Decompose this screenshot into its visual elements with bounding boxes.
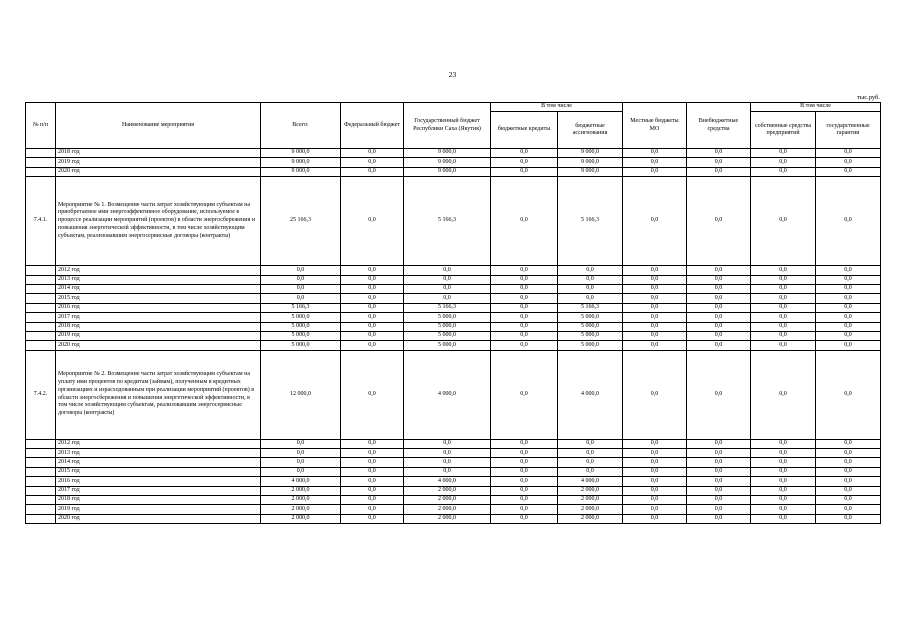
cell-federal: 0,0 xyxy=(341,294,404,303)
cell-local: 0,0 xyxy=(623,449,687,458)
cell-credits: 0,0 xyxy=(491,467,558,476)
cell-own: 0,0 xyxy=(751,177,816,266)
cell-guarantees: 0,0 xyxy=(816,477,881,486)
cell-credits: 0,0 xyxy=(491,284,558,293)
cell-allocations: 9 000,0 xyxy=(558,167,623,176)
cell-guarantees: 0,0 xyxy=(816,294,881,303)
cell-own: 0,0 xyxy=(751,167,816,176)
cell-allocations: 2 000,0 xyxy=(558,486,623,495)
cell-local: 0,0 xyxy=(623,275,687,284)
cell-total: 4 000,0 xyxy=(261,477,341,486)
cell-allocations: 0,0 xyxy=(558,294,623,303)
cell-allocations: 0,0 xyxy=(558,266,623,275)
header-allocations: бюджетные ассигнования xyxy=(558,112,623,149)
cell-total: 9 000,0 xyxy=(261,167,341,176)
cell-credits: 0,0 xyxy=(491,158,558,167)
cell-extra: 0,0 xyxy=(687,322,751,331)
cell-state: 0,0 xyxy=(404,467,491,476)
cell-total: 0,0 xyxy=(261,449,341,458)
cell-local: 0,0 xyxy=(623,467,687,476)
cell-code xyxy=(26,458,56,467)
cell-extra: 0,0 xyxy=(687,303,751,312)
cell-guarantees: 0,0 xyxy=(816,149,881,158)
cell-credits: 0,0 xyxy=(491,505,558,514)
cell-allocations: 0,0 xyxy=(558,467,623,476)
header-state: Государственный бюджет Республики Саха (Якутия) xyxy=(404,103,491,149)
cell-state: 2 000,0 xyxy=(404,496,491,505)
cell-extra: 0,0 xyxy=(687,496,751,505)
cell-state: 5 000,0 xyxy=(404,313,491,322)
cell-credits: 0,0 xyxy=(491,449,558,458)
header-extra: Внебюджетные средства xyxy=(687,103,751,149)
cell-state: 5 000,0 xyxy=(404,322,491,331)
cell-federal: 0,0 xyxy=(341,514,404,523)
table-row xyxy=(26,439,881,448)
cell-federal: 0,0 xyxy=(341,486,404,495)
cell-allocations: 5 000,0 xyxy=(558,322,623,331)
cell-code xyxy=(26,505,56,514)
cell-code xyxy=(26,477,56,486)
table-row xyxy=(26,486,881,495)
cell-state: 0,0 xyxy=(404,284,491,293)
cell-state: 0,0 xyxy=(404,439,491,448)
cell-code xyxy=(26,158,56,167)
cell-own: 0,0 xyxy=(751,266,816,275)
cell-code xyxy=(26,303,56,312)
table-row xyxy=(26,266,881,275)
table-row xyxy=(26,341,881,350)
cell-guarantees: 0,0 xyxy=(816,350,881,439)
cell-federal: 0,0 xyxy=(341,467,404,476)
cell-name: 2015 год xyxy=(56,294,261,303)
cell-guarantees: 0,0 xyxy=(816,514,881,523)
cell-total: 0,0 xyxy=(261,266,341,275)
cell-local: 0,0 xyxy=(623,158,687,167)
cell-credits: 0,0 xyxy=(491,167,558,176)
cell-allocations: 4 000,0 xyxy=(558,350,623,439)
header-guarantees: государственные гарантии xyxy=(816,112,881,149)
cell-total: 0,0 xyxy=(261,467,341,476)
cell-name: 2020 год xyxy=(56,514,261,523)
table-row xyxy=(26,322,881,331)
cell-code xyxy=(26,167,56,176)
cell-federal: 0,0 xyxy=(341,303,404,312)
cell-guarantees: 0,0 xyxy=(816,275,881,284)
table-row xyxy=(26,331,881,340)
header-total: Всего: xyxy=(261,103,341,149)
cell-credits: 0,0 xyxy=(491,458,558,467)
cell-code xyxy=(26,294,56,303)
cell-local: 0,0 xyxy=(623,313,687,322)
header-name: Наименование мероприятия xyxy=(56,103,261,149)
cell-extra: 0,0 xyxy=(687,158,751,167)
table-row xyxy=(26,303,881,312)
cell-total: 5 000,0 xyxy=(261,313,341,322)
cell-federal: 0,0 xyxy=(341,177,404,266)
cell-allocations: 0,0 xyxy=(558,449,623,458)
cell-code xyxy=(26,449,56,458)
header-num: № п/п xyxy=(26,103,56,149)
budget-table xyxy=(25,102,881,524)
cell-federal: 0,0 xyxy=(341,284,404,293)
cell-name: 2019 год xyxy=(56,331,261,340)
cell-allocations: 0,0 xyxy=(558,284,623,293)
cell-name: 2014 год xyxy=(56,284,261,293)
cell-federal: 0,0 xyxy=(341,158,404,167)
table-header xyxy=(26,103,881,149)
table-row xyxy=(26,467,881,476)
cell-local: 0,0 xyxy=(623,505,687,514)
cell-allocations: 5 166,3 xyxy=(558,303,623,312)
cell-guarantees: 0,0 xyxy=(816,458,881,467)
cell-code: 7.4.1. xyxy=(26,177,56,266)
cell-code xyxy=(26,284,56,293)
header-local: Местные бюджеты МО xyxy=(623,103,687,149)
cell-total: 2 000,0 xyxy=(261,514,341,523)
cell-federal: 0,0 xyxy=(341,439,404,448)
table-row xyxy=(26,284,881,293)
cell-name: 2020 год xyxy=(56,341,261,350)
cell-own: 0,0 xyxy=(751,449,816,458)
cell-code xyxy=(26,514,56,523)
cell-allocations: 4 000,0 xyxy=(558,477,623,486)
cell-own: 0,0 xyxy=(751,149,816,158)
cell-total: 5 000,0 xyxy=(261,322,341,331)
cell-credits: 0,0 xyxy=(491,177,558,266)
cell-state: 5 000,0 xyxy=(404,341,491,350)
cell-credits: 0,0 xyxy=(491,439,558,448)
cell-state: 0,0 xyxy=(404,294,491,303)
cell-federal: 0,0 xyxy=(341,505,404,514)
cell-federal: 0,0 xyxy=(341,149,404,158)
cell-own: 0,0 xyxy=(751,275,816,284)
cell-own: 0,0 xyxy=(751,294,816,303)
cell-name: 2017 год xyxy=(56,313,261,322)
cell-total: 5 000,0 xyxy=(261,331,341,340)
cell-allocations: 2 000,0 xyxy=(558,514,623,523)
cell-extra: 0,0 xyxy=(687,350,751,439)
cell-state: 4 000,0 xyxy=(404,350,491,439)
cell-total: 0,0 xyxy=(261,458,341,467)
table-row xyxy=(26,514,881,523)
cell-local: 0,0 xyxy=(623,514,687,523)
cell-own: 0,0 xyxy=(751,496,816,505)
measure-row xyxy=(26,177,881,266)
cell-allocations: 5 000,0 xyxy=(558,313,623,322)
cell-credits: 0,0 xyxy=(491,486,558,495)
cell-name: 2020 год xyxy=(56,167,261,176)
unit-label: тыс.руб. xyxy=(857,94,880,101)
cell-allocations: 5 000,0 xyxy=(558,341,623,350)
cell-code xyxy=(26,266,56,275)
cell-total: 0,0 xyxy=(261,294,341,303)
cell-code: 7.4.2. xyxy=(26,350,56,439)
table-row xyxy=(26,275,881,284)
cell-federal: 0,0 xyxy=(341,167,404,176)
cell-extra: 0,0 xyxy=(687,313,751,322)
cell-total: 5 166,3 xyxy=(261,303,341,312)
header-federal: Федеральный бюджет xyxy=(341,103,404,149)
cell-credits: 0,0 xyxy=(491,303,558,312)
cell-guarantees: 0,0 xyxy=(816,341,881,350)
cell-total: 9 000,0 xyxy=(261,158,341,167)
cell-state: 5 166,3 xyxy=(404,303,491,312)
cell-credits: 0,0 xyxy=(491,341,558,350)
cell-state: 0,0 xyxy=(404,266,491,275)
cell-extra: 0,0 xyxy=(687,275,751,284)
cell-own: 0,0 xyxy=(751,313,816,322)
cell-local: 0,0 xyxy=(623,167,687,176)
page-number: 23 xyxy=(448,70,457,79)
cell-extra: 0,0 xyxy=(687,331,751,340)
cell-credits: 0,0 xyxy=(491,514,558,523)
cell-local: 0,0 xyxy=(623,322,687,331)
cell-name: 2014 год xyxy=(56,458,261,467)
cell-allocations: 2 000,0 xyxy=(558,505,623,514)
cell-guarantees: 0,0 xyxy=(816,467,881,476)
cell-local: 0,0 xyxy=(623,496,687,505)
cell-own: 0,0 xyxy=(751,439,816,448)
cell-state: 9 000,0 xyxy=(404,149,491,158)
cell-total: 2 000,0 xyxy=(261,505,341,514)
cell-federal: 0,0 xyxy=(341,477,404,486)
cell-name: 2019 год xyxy=(56,158,261,167)
cell-state: 5 166,3 xyxy=(404,177,491,266)
cell-own: 0,0 xyxy=(751,341,816,350)
cell-local: 0,0 xyxy=(623,266,687,275)
cell-guarantees: 0,0 xyxy=(816,486,881,495)
cell-allocations: 0,0 xyxy=(558,439,623,448)
cell-credits: 0,0 xyxy=(491,331,558,340)
cell-extra: 0,0 xyxy=(687,514,751,523)
cell-extra: 0,0 xyxy=(687,341,751,350)
cell-total: 0,0 xyxy=(261,439,341,448)
table-row xyxy=(26,449,881,458)
cell-name: 2012 год xyxy=(56,266,261,275)
cell-credits: 0,0 xyxy=(491,294,558,303)
cell-code xyxy=(26,331,56,340)
cell-state: 9 000,0 xyxy=(404,158,491,167)
cell-name: 2017 год xyxy=(56,486,261,495)
cell-federal: 0,0 xyxy=(341,496,404,505)
cell-state: 2 000,0 xyxy=(404,505,491,514)
cell-guarantees: 0,0 xyxy=(816,331,881,340)
cell-own: 0,0 xyxy=(751,303,816,312)
cell-allocations: 5 166,3 xyxy=(558,177,623,266)
cell-local: 0,0 xyxy=(623,439,687,448)
cell-federal: 0,0 xyxy=(341,331,404,340)
table-row xyxy=(26,167,881,176)
cell-state: 0,0 xyxy=(404,458,491,467)
cell-local: 0,0 xyxy=(623,284,687,293)
cell-extra: 0,0 xyxy=(687,458,751,467)
cell-total: 2 000,0 xyxy=(261,486,341,495)
cell-federal: 0,0 xyxy=(341,266,404,275)
cell-own: 0,0 xyxy=(751,284,816,293)
cell-extra: 0,0 xyxy=(687,505,751,514)
cell-federal: 0,0 xyxy=(341,322,404,331)
cell-guarantees: 0,0 xyxy=(816,439,881,448)
cell-state: 9 000,0 xyxy=(404,167,491,176)
cell-allocations: 2 000,0 xyxy=(558,496,623,505)
cell-name: 2019 год xyxy=(56,505,261,514)
table-row xyxy=(26,477,881,486)
cell-guarantees: 0,0 xyxy=(816,496,881,505)
cell-total: 0,0 xyxy=(261,275,341,284)
cell-name: 2016 год xyxy=(56,477,261,486)
cell-name: 2018 год xyxy=(56,496,261,505)
cell-extra: 0,0 xyxy=(687,449,751,458)
cell-guarantees: 0,0 xyxy=(816,158,881,167)
cell-name: 2018 год xyxy=(56,322,261,331)
cell-local: 0,0 xyxy=(623,303,687,312)
cell-state: 0,0 xyxy=(404,275,491,284)
cell-allocations: 9 000,0 xyxy=(558,149,623,158)
cell-extra: 0,0 xyxy=(687,439,751,448)
cell-federal: 0,0 xyxy=(341,313,404,322)
cell-state: 4 000,0 xyxy=(404,477,491,486)
cell-guarantees: 0,0 xyxy=(816,284,881,293)
cell-local: 0,0 xyxy=(623,486,687,495)
cell-allocations: 0,0 xyxy=(558,275,623,284)
cell-local: 0,0 xyxy=(623,177,687,266)
cell-own: 0,0 xyxy=(751,158,816,167)
cell-own: 0,0 xyxy=(751,514,816,523)
header-credits: бюджетные кредиты xyxy=(491,112,558,149)
cell-name: 2013 год xyxy=(56,449,261,458)
cell-guarantees: 0,0 xyxy=(816,177,881,266)
table-body xyxy=(26,149,881,524)
cell-extra: 0,0 xyxy=(687,167,751,176)
cell-allocations: 0,0 xyxy=(558,458,623,467)
header-incl-1: В том числе xyxy=(491,103,623,112)
cell-name: Мероприятие № 2. Возмещение части затрат хозяйствующим субъектам на уплату ими процентов по кредитам (займам), полученным в кредитных организациях и израсходованным при реализации мероприятий (проектов) в области энергосбережения и повышения энергетической эффективности, в том числе хозяйствующим субъектам, реализовавшим энергосервисные договоры (контракты) xyxy=(56,350,261,439)
table-row xyxy=(26,294,881,303)
cell-federal: 0,0 xyxy=(341,350,404,439)
cell-extra: 0,0 xyxy=(687,149,751,158)
cell-extra: 0,0 xyxy=(687,284,751,293)
cell-extra: 0,0 xyxy=(687,467,751,476)
cell-code xyxy=(26,496,56,505)
cell-total: 12 000,0 xyxy=(261,350,341,439)
cell-federal: 0,0 xyxy=(341,458,404,467)
cell-code xyxy=(26,467,56,476)
table-row xyxy=(26,313,881,322)
cell-total: 9 000,0 xyxy=(261,149,341,158)
cell-total: 0,0 xyxy=(261,284,341,293)
cell-name: 2013 год xyxy=(56,275,261,284)
cell-state: 5 000,0 xyxy=(404,331,491,340)
cell-state: 2 000,0 xyxy=(404,514,491,523)
table-row xyxy=(26,505,881,514)
cell-own: 0,0 xyxy=(751,486,816,495)
table-row xyxy=(26,158,881,167)
cell-name: 2012 год xyxy=(56,439,261,448)
cell-total: 25 166,3 xyxy=(261,177,341,266)
cell-credits: 0,0 xyxy=(491,496,558,505)
cell-credits: 0,0 xyxy=(491,322,558,331)
cell-federal: 0,0 xyxy=(341,449,404,458)
cell-name: Мероприятие № 1. Возмещение части затрат хозяйствующим субъектам на приобретаемое ими энергоэффективное оборудование, используемое в процессе реализации мероприятий (проектов) в области энергосбережения и повышения энергетической эффективности, в том числе хозяйствующим субъектам, реализовавшим энергосервисные договоры (контракты) xyxy=(56,177,261,266)
table-row xyxy=(26,458,881,467)
cell-state: 0,0 xyxy=(404,449,491,458)
cell-extra: 0,0 xyxy=(687,266,751,275)
cell-local: 0,0 xyxy=(623,350,687,439)
cell-code xyxy=(26,313,56,322)
table-row xyxy=(26,496,881,505)
cell-federal: 0,0 xyxy=(341,341,404,350)
cell-guarantees: 0,0 xyxy=(816,505,881,514)
cell-local: 0,0 xyxy=(623,294,687,303)
cell-local: 0,0 xyxy=(623,149,687,158)
cell-credits: 0,0 xyxy=(491,266,558,275)
cell-local: 0,0 xyxy=(623,477,687,486)
cell-guarantees: 0,0 xyxy=(816,322,881,331)
cell-guarantees: 0,0 xyxy=(816,313,881,322)
cell-own: 0,0 xyxy=(751,458,816,467)
measure-row xyxy=(26,350,881,439)
cell-extra: 0,0 xyxy=(687,177,751,266)
cell-extra: 0,0 xyxy=(687,294,751,303)
cell-credits: 0,0 xyxy=(491,149,558,158)
cell-extra: 0,0 xyxy=(687,486,751,495)
cell-allocations: 9 000,0 xyxy=(558,158,623,167)
cell-guarantees: 0,0 xyxy=(816,266,881,275)
cell-total: 2 000,0 xyxy=(261,496,341,505)
cell-credits: 0,0 xyxy=(491,477,558,486)
cell-state: 2 000,0 xyxy=(404,486,491,495)
cell-local: 0,0 xyxy=(623,458,687,467)
cell-own: 0,0 xyxy=(751,322,816,331)
cell-code xyxy=(26,486,56,495)
cell-allocations: 5 000,0 xyxy=(558,331,623,340)
cell-credits: 0,0 xyxy=(491,275,558,284)
cell-credits: 0,0 xyxy=(491,350,558,439)
cell-own: 0,0 xyxy=(751,331,816,340)
cell-own: 0,0 xyxy=(751,477,816,486)
cell-local: 0,0 xyxy=(623,341,687,350)
cell-own: 0,0 xyxy=(751,350,816,439)
cell-code xyxy=(26,275,56,284)
cell-name: 2016 год xyxy=(56,303,261,312)
cell-code xyxy=(26,322,56,331)
table-row xyxy=(26,149,881,158)
cell-name: 2015 год xyxy=(56,467,261,476)
cell-local: 0,0 xyxy=(623,331,687,340)
cell-own: 0,0 xyxy=(751,505,816,514)
cell-guarantees: 0,0 xyxy=(816,449,881,458)
cell-code xyxy=(26,439,56,448)
cell-federal: 0,0 xyxy=(341,275,404,284)
cell-code xyxy=(26,149,56,158)
header-incl-2: В том числе xyxy=(751,103,881,112)
cell-total: 5 000,0 xyxy=(261,341,341,350)
cell-code xyxy=(26,341,56,350)
cell-own: 0,0 xyxy=(751,467,816,476)
cell-name: 2018 год xyxy=(56,149,261,158)
cell-extra: 0,0 xyxy=(687,477,751,486)
header-own: собственные средства предприятий xyxy=(751,112,816,149)
cell-guarantees: 0,0 xyxy=(816,303,881,312)
cell-credits: 0,0 xyxy=(491,313,558,322)
cell-guarantees: 0,0 xyxy=(816,167,881,176)
